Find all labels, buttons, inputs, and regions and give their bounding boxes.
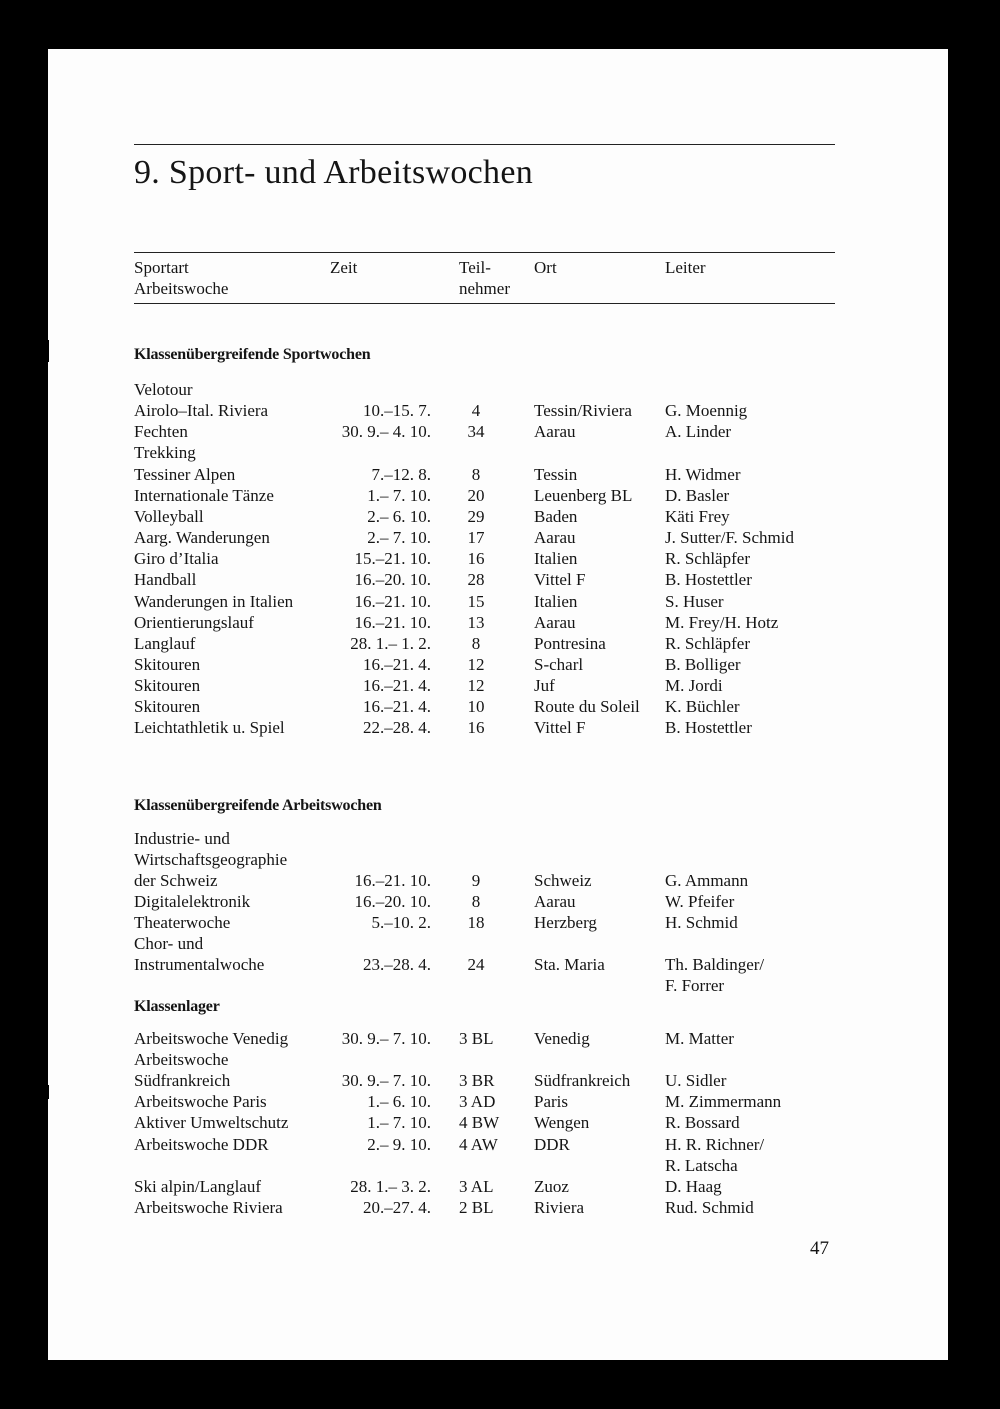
- row-zeit: 15.–21. 10.: [354, 549, 431, 569]
- scan-edge-mark: [46, 340, 49, 362]
- row-ort: Pontresina: [534, 633, 606, 653]
- row-zeit: 16.–20. 10.: [354, 892, 431, 911]
- section-heading-arbeit: Klassenübergreifende Arbeitswochen: [134, 797, 382, 814]
- header-zeit: Zeit: [330, 258, 358, 277]
- row-teilnehmer: 13: [467, 612, 485, 632]
- row-leiter: M. Jordi: [665, 676, 723, 696]
- row-zeit: 28. 1.– 3. 2.: [350, 1176, 431, 1196]
- row-zeit: 2.– 7. 10.: [367, 528, 431, 548]
- table-header-top-rule: [134, 252, 835, 253]
- section-heading-lager: Klassenlager: [134, 998, 220, 1015]
- row-ort: Leuenberg BL: [534, 485, 633, 505]
- row-name: Tessiner Alpen: [134, 464, 236, 484]
- header-ort: Ort: [534, 258, 557, 277]
- row-leiter: R. Latscha: [665, 1155, 738, 1175]
- row-leiter: Rud. Schmid: [665, 1197, 754, 1217]
- row-name: Arbeitswoche Venedig: [134, 1029, 289, 1048]
- row-leiter: H. R. Richner/: [665, 1134, 765, 1154]
- row-zeit: 16.–21. 4.: [363, 697, 431, 717]
- row-ort: Vittel F: [534, 570, 586, 590]
- row-name: Industrie- und: [134, 829, 230, 848]
- row-teilnehmer: 12: [467, 676, 485, 696]
- row-name: Wirtschaftsgeographie: [134, 850, 288, 869]
- row-teilnehmer: 8: [471, 464, 481, 484]
- top-rule: [134, 144, 835, 145]
- row-teilnehmer: 4: [471, 401, 481, 421]
- row-teilnehmer: 17: [467, 528, 485, 548]
- header-arbeitswoche: Arbeitswoche: [134, 279, 229, 298]
- row-zeit: 16.–21. 10.: [354, 591, 431, 611]
- row-teilnehmer: 9: [471, 871, 481, 890]
- row-leiter: A. Linder: [665, 422, 732, 442]
- row-leiter: B. Bolliger: [665, 654, 741, 674]
- row-leiter: D. Basler: [665, 485, 730, 505]
- page-title: 9. Sport- und Arbeitswochen: [134, 154, 534, 191]
- row-leiter: R. Bossard: [665, 1113, 740, 1133]
- row-teilnehmer: 3 AD: [459, 1092, 496, 1112]
- row-name: Skitouren: [134, 676, 201, 696]
- row-leiter: Käti Frey: [665, 506, 730, 526]
- row-zeit: 2.– 9. 10.: [367, 1134, 431, 1154]
- row-zeit: 28. 1.– 1. 2.: [350, 633, 431, 653]
- row-ort: Route du Soleil: [534, 697, 640, 717]
- row-ort: DDR: [534, 1134, 570, 1154]
- row-name: Ski alpin/Langlauf: [134, 1176, 262, 1196]
- row-leiter: B. Hostettler: [665, 718, 752, 738]
- row-ort: Südfrankreich: [534, 1071, 631, 1091]
- row-leiter: F. Forrer: [665, 976, 725, 995]
- row-leiter: H. Widmer: [665, 464, 741, 484]
- row-ort: S-charl: [534, 654, 584, 674]
- row-zeit: 1.– 7. 10.: [367, 485, 431, 505]
- row-ort: Venedig: [534, 1029, 590, 1048]
- row-leiter: H. Schmid: [665, 913, 738, 932]
- row-name: Aktiver Umweltschutz: [134, 1113, 289, 1133]
- row-ort: Zuoz: [534, 1176, 569, 1196]
- row-teilnehmer: 20: [467, 485, 485, 505]
- row-name: Arbeitswoche: [134, 1050, 229, 1070]
- row-ort: Tessin: [534, 464, 578, 484]
- row-ort: Schweiz: [534, 871, 592, 890]
- row-zeit: 10.–15. 7.: [363, 401, 431, 421]
- row-leiter: B. Hostettler: [665, 570, 752, 590]
- row-leiter: Th. Baldinger/: [665, 955, 765, 974]
- row-teilnehmer: 28: [467, 570, 485, 590]
- row-leiter: J. Sutter/F. Schmid: [665, 528, 794, 548]
- row-leiter: R. Schläpfer: [665, 549, 750, 569]
- row-name: Leichtathletik u. Spiel: [134, 718, 285, 738]
- row-leiter: W. Pfeifer: [665, 892, 735, 911]
- section-heading-sport: Klassenübergreifende Sportwochen: [134, 346, 371, 363]
- row-teilnehmer: 18: [467, 913, 485, 932]
- row-name: Skitouren: [134, 654, 201, 674]
- row-name: der Schweiz: [134, 871, 218, 890]
- row-zeit: 1.– 7. 10.: [367, 1113, 431, 1133]
- row-name: Instrumentalwoche: [134, 955, 265, 974]
- row-ort: Tessin/Riviera: [534, 401, 632, 421]
- row-name: Aarg. Wanderungen: [134, 528, 270, 548]
- row-name: Velotour: [134, 380, 193, 399]
- row-zeit: 30. 9.– 7. 10.: [341, 1071, 431, 1091]
- row-ort: Vittel F: [534, 718, 586, 738]
- row-zeit: 1.– 6. 10.: [367, 1092, 431, 1112]
- row-teilnehmer: 24: [467, 955, 485, 974]
- row-name: Südfrankreich: [134, 1071, 231, 1091]
- row-leiter: U. Sidler: [665, 1071, 727, 1091]
- table-header-bottom-rule: [134, 303, 835, 304]
- row-leiter: M. Zimmermann: [665, 1092, 782, 1112]
- row-name: Volleyball: [134, 506, 204, 526]
- row-teilnehmer: 16: [467, 549, 485, 569]
- row-zeit: 2.– 6. 10.: [367, 506, 431, 526]
- row-leiter: G. Moennig: [665, 401, 748, 421]
- row-teilnehmer: 34: [467, 422, 485, 442]
- row-ort: Juf: [534, 676, 555, 696]
- row-teilnehmer: 16: [467, 718, 485, 738]
- row-zeit: 20.–27. 4.: [363, 1197, 431, 1217]
- row-leiter: K. Büchler: [665, 697, 740, 717]
- row-ort: Aarau: [534, 892, 576, 911]
- row-ort: Aarau: [534, 422, 576, 442]
- header-leiter: Leiter: [665, 258, 706, 277]
- row-zeit: 5.–10. 2.: [371, 913, 431, 932]
- row-teilnehmer: 15: [467, 591, 485, 611]
- row-ort: Aarau: [534, 612, 576, 632]
- row-ort: Italien: [534, 591, 578, 611]
- row-name: Giro d’Italia: [134, 549, 219, 569]
- row-name: Skitouren: [134, 697, 201, 717]
- row-zeit: 16.–21. 4.: [363, 676, 431, 696]
- header-nehmer: nehmer: [459, 279, 510, 298]
- row-ort: Herzberg: [534, 913, 597, 932]
- row-name: Chor- und: [134, 934, 204, 953]
- row-zeit: 16.–20. 10.: [354, 570, 431, 590]
- row-ort: Baden: [534, 506, 578, 526]
- row-leiter: M. Frey/H. Hotz: [665, 612, 779, 632]
- row-ort: Sta. Maria: [534, 955, 605, 974]
- row-name: Fechten: [134, 422, 188, 442]
- row-teilnehmer: 4 BW: [459, 1113, 500, 1133]
- row-teilnehmer: 12: [467, 654, 485, 674]
- header-teil: Teil-: [459, 258, 491, 277]
- row-teilnehmer: 2 BL: [459, 1197, 494, 1217]
- row-ort: Riviera: [534, 1197, 585, 1217]
- row-name: Langlauf: [134, 633, 196, 653]
- row-leiter: D. Haag: [665, 1176, 722, 1196]
- row-ort: Paris: [534, 1092, 568, 1112]
- row-name: Arbeitswoche DDR: [134, 1134, 269, 1154]
- row-teilnehmer: 8: [471, 633, 481, 653]
- row-zeit: 23.–28. 4.: [363, 955, 431, 974]
- scan-edge-mark: [46, 1085, 49, 1099]
- row-leiter: M. Matter: [665, 1029, 734, 1048]
- row-name: Orientierungslauf: [134, 612, 254, 632]
- row-name: Arbeitswoche Riviera: [134, 1197, 283, 1217]
- row-name: Airolo–Ital. Riviera: [134, 401, 269, 421]
- row-teilnehmer: 3 BR: [459, 1071, 495, 1091]
- row-name: Theaterwoche: [134, 913, 231, 932]
- row-ort: Italien: [534, 549, 578, 569]
- row-teilnehmer: 3 AL: [459, 1176, 494, 1196]
- page-number: 47: [810, 1238, 829, 1259]
- row-teilnehmer: 29: [467, 506, 485, 526]
- row-zeit: 30. 9.– 4. 10.: [341, 422, 431, 442]
- row-teilnehmer: 8: [471, 892, 481, 911]
- row-name: Digitalelektronik: [134, 892, 251, 911]
- row-zeit: 16.–21. 10.: [354, 612, 431, 632]
- row-name: Trekking: [134, 443, 196, 463]
- row-leiter: R. Schläpfer: [665, 633, 750, 653]
- row-ort: Wengen: [534, 1113, 590, 1133]
- row-name: Wanderungen in Italien: [134, 591, 294, 611]
- row-zeit: 22.–28. 4.: [363, 718, 431, 738]
- row-zeit: 30. 9.– 7. 10.: [341, 1029, 431, 1048]
- row-teilnehmer: 4 AW: [459, 1134, 498, 1154]
- row-name: Handball: [134, 570, 197, 590]
- row-leiter: S. Huser: [665, 591, 724, 611]
- header-sportart: Sportart: [134, 258, 189, 277]
- row-name: Arbeitswoche Paris: [134, 1092, 267, 1112]
- row-zeit: 16.–21. 10.: [354, 871, 431, 890]
- row-teilnehmer: 3 BL: [459, 1029, 494, 1048]
- row-leiter: G. Ammann: [665, 871, 749, 890]
- row-zeit: 7.–12. 8.: [371, 464, 431, 484]
- row-name: Internationale Tänze: [134, 485, 274, 505]
- row-teilnehmer: 10: [467, 697, 485, 717]
- row-ort: Aarau: [534, 528, 576, 548]
- row-zeit: 16.–21. 4.: [363, 654, 431, 674]
